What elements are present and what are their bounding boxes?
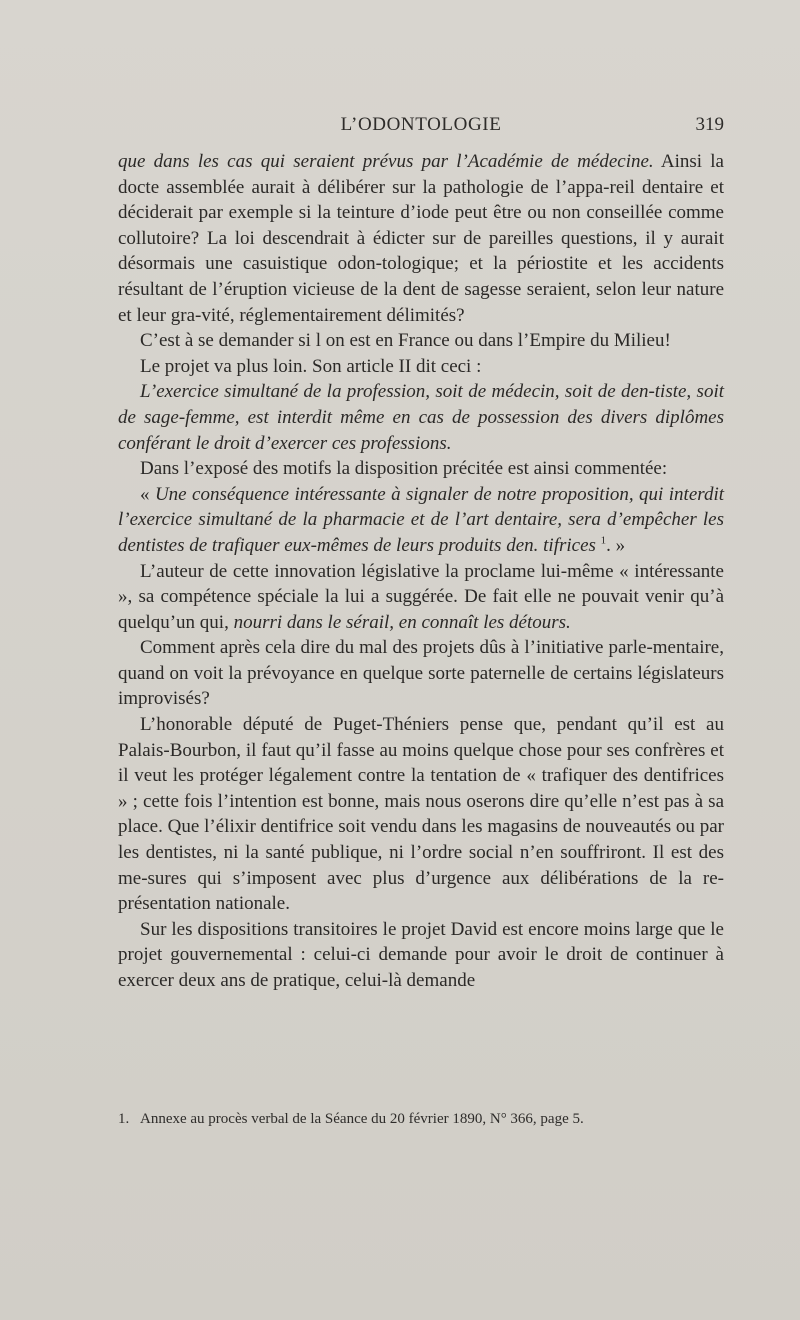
paragraph xyxy=(118,354,724,380)
paragraph-segment: Le projet va plus loin. Son article II dit ceci : xyxy=(140,355,482,377)
page-number: 319 xyxy=(695,114,724,135)
running-title: L’ODONTOLOGIE xyxy=(340,114,502,135)
paragraph-segment: C’est à se demander si l on est en France ou dans l’Empire du Milieu! xyxy=(140,330,671,352)
paragraph xyxy=(118,917,724,994)
paragraph-italic-segment: nourri dans le sérail, en connaît les détours. xyxy=(233,611,571,633)
paragraph xyxy=(118,456,724,482)
paragraph xyxy=(118,712,724,917)
paragraph xyxy=(118,328,724,354)
paragraph-segment: Sur les dispositions transitoires le projet David est encore moins large que le projet gouvernemental : celui-ci demande pour avoir le droit de continuer à exercer deux ans de pratique, celui-là demande xyxy=(118,918,724,991)
footnote-number: 1. xyxy=(118,1111,130,1127)
footnote-text: Annexe au procès verbal de la Séance du 20 février 1890, N° 366, page 5. xyxy=(140,1111,584,1127)
body-text xyxy=(118,149,724,994)
paragraph-segment: L’honorable député de Puget-Théniers pense que, pendant qu’il est au Palais-Bourbon, il faut qu’il fasse au moins quelque chose pour ses confrères et il veut les protéger légalement contre la tentation de « trafiquer des dentifrices » ; cette fois l’intention est bonne, mais nous oserons dire qu’elle n’est pas à sa place. Que l’élixir dentifrice soit vendu dans les magasins de nouveautés ou par les dentistes, ni la santé publique, ni l’ordre social n’en souffriront. Il est des me-sures qui s’imposent avec plus d’urgence aux délibérations de la re-présentation nationale. xyxy=(118,714,724,915)
paragraph xyxy=(118,482,724,559)
paragraph-italic-segment: que dans les cas qui seraient prévus par l’Académie de médecine. xyxy=(118,151,654,172)
paragraph xyxy=(118,149,724,328)
paragraph-italic-segment: L’exercice simultané de la profession, soit de médecin, soit de den-tiste, soit de sage-femme, est interdit même en cas de possession des divers diplômes conférant le droit d’exercer ces professions. xyxy=(118,381,724,454)
footnote-reference: 1 xyxy=(600,534,607,547)
page-header xyxy=(118,114,724,144)
paragraph-segment: L’auteur de cette innovation législative la proclame lui-même « intéressante », sa compétence spéciale la lui a suggérée. De fait elle ne pouvait venir qu’à quelqu’un qui, xyxy=(118,560,724,633)
paragraph-segment: Dans l’exposé des motifs la disposition précitée est ainsi commentée: xyxy=(140,458,668,480)
paragraph-segment: « xyxy=(140,483,155,505)
paragraph xyxy=(118,379,724,456)
paragraph-segment: Ainsi la docte assemblée aurait à délibérer sur la pathologie de l’appa-reil dentaire et déciderait par exemple si la teinture d’iode peut être ou non conseillée comme collutoire? La loi descendrait à édicter sur de pareilles questions, il y aurait désormais une casuistique odon-tologique; et la périostite et les accidents résultant de l’éruption vicieuse de la dent de sagesse seraient, selon leur nature et leur gra-vité, réglementairement délimités? xyxy=(118,151,724,326)
paragraph xyxy=(118,635,724,712)
paragraph xyxy=(118,559,724,636)
paragraph-italic-segment: Une conséquence intéressante à signaler de notre proposition, qui interdit l’exercice simultané de la pharmacie et de l’art dentaire, sera d’empêcher les dentistes de trafiquer eux-mêmes de leurs produits den. tifrices xyxy=(118,483,724,556)
paragraph-segment: . » xyxy=(606,534,626,556)
footnote xyxy=(118,1109,724,1129)
paragraph-segment: Comment après cela dire du mal des projets dûs à l’initiative parle-mentaire, quand on voit la prévoyance en quelque sorte paternelle de certains législateurs improvisés? xyxy=(118,637,724,710)
